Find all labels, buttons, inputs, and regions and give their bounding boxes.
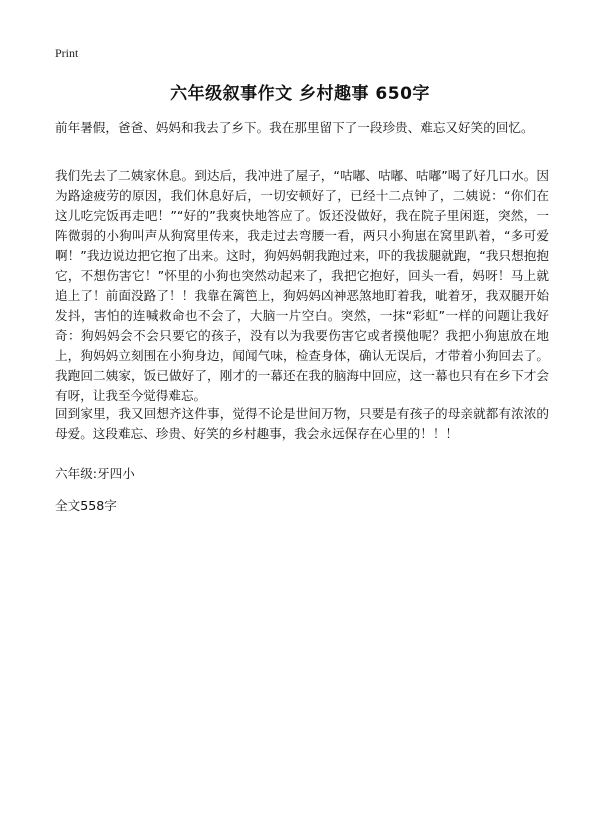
article-title: 六年级叙事作文 乡村趣事 650字 bbox=[170, 84, 430, 104]
article-paragraph-1: 前年暑假，爸爸、妈妈和我去了乡下。我在那里留下了一段珍贵、难忘又好笑的回忆。 bbox=[55, 120, 534, 135]
author-signature: 六年级:牙四小 bbox=[55, 466, 135, 481]
article-paragraph-3: 回到家里，我又回想齐这件事，觉得不论是世间万物，只要是有孩子的母亲就都有浓浓的母爱。这段难忘、珍贵、好笑的乡村趣事，我会永远保存在心里的！！！ bbox=[55, 406, 549, 441]
article-paragraph-2: 我们先去了二姨家休息。到达后，我冲进了屋子，“咕嘟、咕嘟、咕嘟”喝了好几口水。因为路途疲劳的原因，我们休息好后，一切安顿好了，已经十二点钟了，二姨说：“你们在这儿吃完饭再走吧！”“好的”我爽快地答应了。饭还没做好，我在院子里闲逛，突然，一阵微弱的小狗叫声从狗窝里传来，我走过去弯腰一看，两只小狗崽在窝里趴着，“多可爱啊！”我边说边把它抱了出来。这时，狗妈妈朝我跑过来，吓的我拔腿就跑，“我只想抱抱它，不想伤害它！”怀里的小狗也突然动起来了，我把它抱好，回头一看，妈呀！马上就追上了！前面没路了！！我靠在篱笆上，狗妈妈凶神恶煞地盯着我，呲着牙，我双腿开始发抖，害怕的连喊救命也不会了，大脑一片空白。突然，一抹“彩虹”一样的问题让我好奇：狗妈妈会不会只要它的孩子，没有以为我要伤害它或者摸他呢？我把小狗崽放在地上，狗妈妈立刻围在小狗身边，闻闻气味，检查身体，确认无误后，才带着小狗回去了。我跑回二姨家，饭已做好了，刚才的一幕还在我的脑海中回应，这一幕也只有在乡下才会有呀，让我至今觉得难忘。 bbox=[55, 168, 549, 403]
word-count: 全文558字 bbox=[55, 498, 117, 513]
print-link[interactable]: Print bbox=[55, 46, 79, 60]
